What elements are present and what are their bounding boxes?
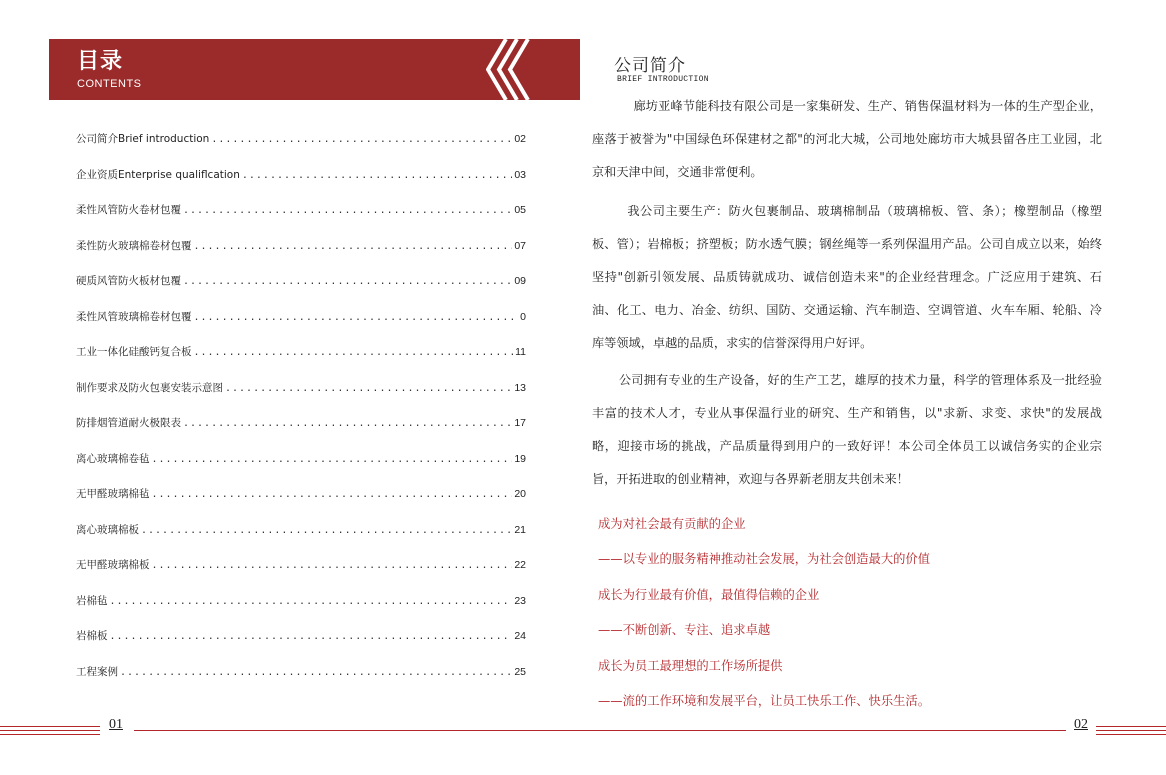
toc-entry-label: 柔性风管玻璃棉卷材包覆 <box>76 310 192 323</box>
toc-entry-page: 22 <box>514 559 526 571</box>
motto-line: ——以专业的服务精神推动社会发展，为社会创造最大的价值 <box>598 552 931 567</box>
toc-entry[interactable] <box>76 309 526 345</box>
page-number-left: 01 <box>109 717 123 732</box>
toc-entry[interactable] <box>76 238 526 274</box>
motto-list <box>598 513 1098 725</box>
contents-title: 目录 <box>77 49 124 74</box>
toc-entry-page: 23 <box>514 594 526 607</box>
toc-entry-page: 25 <box>514 665 526 678</box>
toc-entry[interactable] <box>76 557 526 593</box>
page-number-right: 02 <box>1074 717 1088 732</box>
toc-leader-dots <box>152 489 513 500</box>
footer-rule <box>1096 726 1166 727</box>
toc-entry-label: 防排烟管道耐火极限表 <box>76 417 181 429</box>
toc-entry-page: 20 <box>514 488 526 500</box>
toc-entry-page: 13 <box>514 381 526 394</box>
toc-entry-label: 离心玻璃棉板 <box>76 523 139 536</box>
toc-leader-dots <box>183 205 512 216</box>
toc-entry-label: 企业资质Enterprise qualiflcation <box>76 168 240 181</box>
footer-rule <box>0 734 100 735</box>
toc-entry[interactable] <box>76 131 526 167</box>
toc-entry-label: 离心玻璃棉卷毡 <box>76 452 150 465</box>
toc-leader-dots <box>183 418 512 429</box>
toc-leader-dots <box>141 525 512 536</box>
toc-entry-page: 03 <box>514 168 526 181</box>
toc-entry[interactable] <box>76 202 526 238</box>
toc-leader-dots <box>152 560 513 571</box>
toc-leader-dots <box>211 134 512 145</box>
toc-entry[interactable] <box>76 486 526 522</box>
toc-entry-label: 岩棉板 <box>76 630 108 642</box>
toc-leader-dots <box>194 347 514 358</box>
contents-subtitle: CONTENTS <box>77 78 142 90</box>
toc-entry-label: 柔性风管防火卷材包覆 <box>76 204 181 216</box>
footer-rule <box>1096 734 1166 735</box>
footer-rule <box>134 730 1066 731</box>
toc-entry[interactable] <box>76 593 526 629</box>
table-of-contents <box>76 131 526 699</box>
toc-leader-dots <box>225 383 512 394</box>
toc-entry[interactable] <box>76 167 526 203</box>
motto-line: 成为对社会最有贡献的企业 <box>598 517 746 531</box>
footer-rule <box>1096 730 1166 731</box>
toc-leader-dots <box>120 667 512 678</box>
toc-entry-page: 07 <box>514 239 526 252</box>
toc-entry[interactable] <box>76 344 526 380</box>
motto-line: ——不断创新、专注、追求卓越 <box>598 623 771 638</box>
toc-entry-page: 0 <box>520 310 526 323</box>
toc-entry[interactable] <box>76 415 526 451</box>
toc-entry-page: 17 <box>514 417 526 429</box>
contents-header <box>49 39 580 100</box>
footer-rule <box>0 730 100 731</box>
toc-entry-page: 02 <box>514 133 526 145</box>
toc-entry-page: 11 <box>515 346 526 358</box>
toc-entry-label: 硬质风管防火板材包覆 <box>76 275 181 287</box>
toc-leader-dots <box>183 276 512 287</box>
intro-title: 公司简介 <box>614 56 686 76</box>
toc-entry-label: 岩棉毡 <box>76 594 108 607</box>
toc-entry-label: 制作要求及防火包裹安装示意图 <box>76 381 223 394</box>
toc-entry[interactable] <box>76 664 526 700</box>
toc-entry-label: 公司简介Brief introduction <box>76 133 210 145</box>
chevron-decoration-icon <box>486 39 536 100</box>
motto-line: 成长为行业最有价值，最值得信赖的企业 <box>598 587 820 602</box>
intro-subtitle: BRIEF INTRODUCTION <box>617 75 709 84</box>
toc-leader-dots <box>110 631 513 642</box>
toc-entry-page: 19 <box>514 452 526 465</box>
motto-line: 成长为员工最理想的工作场所提供 <box>598 658 783 673</box>
toc-leader-dots <box>194 312 519 323</box>
motto-line: ——流的工作环境和发展平台，让员工快乐工作、快乐生活。 <box>598 693 931 708</box>
toc-entry-label: 工程案例 <box>76 665 118 678</box>
toc-entry-label: 无甲醛玻璃棉毡 <box>76 488 150 500</box>
toc-entry-page: 05 <box>514 204 526 216</box>
toc-entry-page: 09 <box>514 275 526 287</box>
toc-entry-page: 21 <box>514 523 526 536</box>
toc-leader-dots <box>194 241 513 252</box>
intro-paragraph: 我公司主要生产：防火包裹制品、玻璃棉制品（玻璃棉板、管、条）；橡塑制品（橡塑板、管）；岩棉板；挤塑板；防水透气膜；钢丝绳等一系列保温用产品。公司自成立以来，始终坚持"创新引领发展、品质铸就成功、诚信创造未来"的企业经营理念。广泛应用于建筑、石油、化工、电力、冶金、纺织、国防、交通运输、汽车制造、空调管道、火车车厢、轮船、冷库等领域，卓越的品质，求实的信誉深得用户好评。 <box>592 204 1102 350</box>
intro-paragraph: 廊坊亚峰节能科技有限公司是一家集研发、生产、销售保温材料为一体的生产型企业，座落于被誉为"中国绿色环保建材之都"的河北大城，公司地处廊坊市大城县留各庄工业园，北京和天津中间，交通非常便利。 <box>592 99 1102 179</box>
toc-entry-label: 柔性防火玻璃棉卷材包覆 <box>76 239 192 252</box>
toc-entry[interactable] <box>76 380 526 416</box>
toc-entry[interactable] <box>76 273 526 309</box>
footer-rule <box>0 726 100 727</box>
toc-entry-page: 24 <box>514 630 526 642</box>
toc-leader-dots <box>110 596 513 607</box>
toc-leader-dots <box>242 170 512 181</box>
toc-entry-label: 无甲醛玻璃棉板 <box>76 559 150 571</box>
intro-paragraph: 公司拥有专业的生产设备，好的生产工艺，雄厚的技术力量，科学的管理体系及一批经验丰富的技术人才，专业从事保温行业的研究、生产和销售，以"求新、求变、求快"的发展战略，迎接市场的挑战，产品质量得到用户的一致好评！本公司全体员工以诚信务实的企业宗旨，开拓进取的创业精神，欢迎与各界新老朋友共创未来！ <box>592 373 1102 486</box>
toc-entry[interactable] <box>76 628 526 664</box>
toc-leader-dots <box>152 454 513 465</box>
toc-entry[interactable] <box>76 522 526 558</box>
toc-entry-label: 工业一体化硅酸钙复合板 <box>76 346 192 358</box>
toc-entry[interactable] <box>76 451 526 487</box>
